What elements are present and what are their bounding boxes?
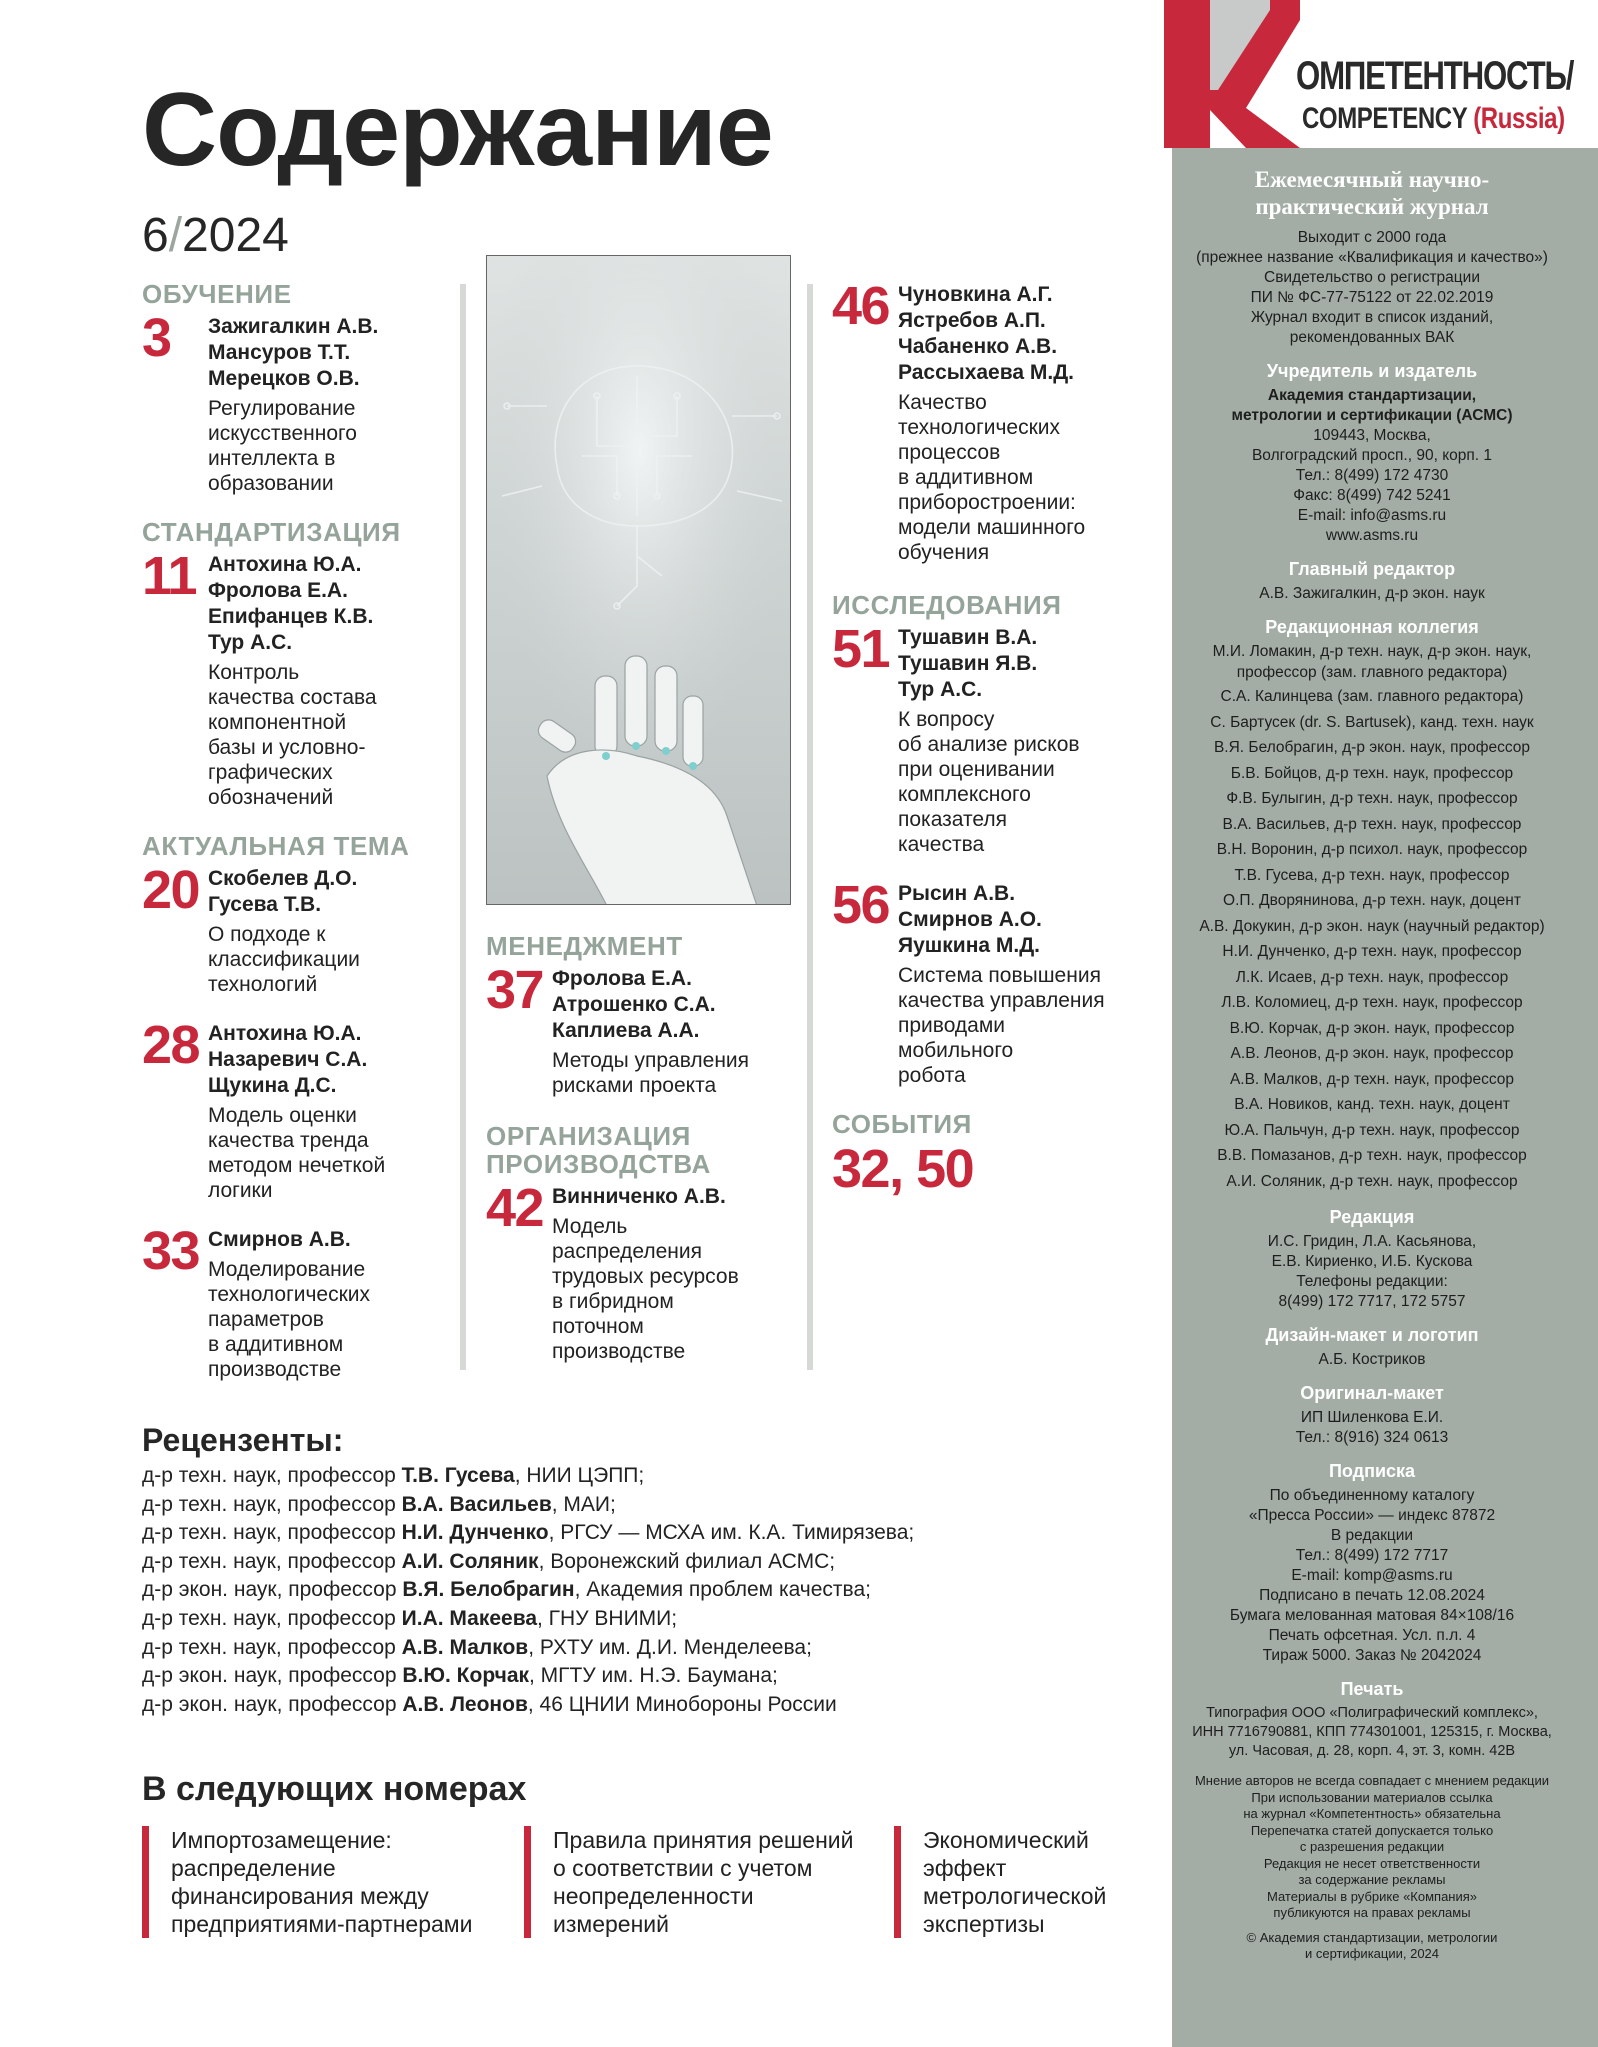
note-line: за содержание рекламы xyxy=(1298,1872,1446,1887)
reviewer-org: , РХТУ им. Д.И. Менделеева; xyxy=(528,1635,812,1659)
title-line: технологических xyxy=(898,416,1061,439)
reviewer-org: , НИИ ЦЭПП; xyxy=(514,1464,645,1487)
reviewer-org: , Академия проблем качества; xyxy=(574,1578,871,1602)
author: Щукина Д.С. xyxy=(208,1074,337,1097)
editorial-board xyxy=(1172,642,1572,1194)
redaktsiya-line: Телефоны редакции: xyxy=(1296,1273,1448,1290)
rubric-sobytiya: СОБЫТИЯ xyxy=(832,1109,972,1139)
author: Антохина Ю.А. xyxy=(208,1022,362,1045)
print-heading: Печать xyxy=(1340,1679,1404,1699)
entry-title xyxy=(208,1103,385,1203)
next-issue-line: экспертизы xyxy=(923,1911,1045,1937)
reviewers-heading: Рецензенты: xyxy=(142,1422,344,1458)
redaktsiya-line: И.С. Гридин, Л.А. Касьянова, xyxy=(1267,1233,1477,1250)
copyright-line: и сертификации, 2024 xyxy=(1304,1946,1440,1961)
toc-column-1 xyxy=(142,280,452,1404)
page-number: 11 xyxy=(142,546,197,606)
author: Чабаненко А.В. xyxy=(898,335,1058,358)
next-issue-line: Экономический xyxy=(923,1827,1089,1853)
reviewer-name: Н.И. Дунченко xyxy=(401,1521,549,1545)
board-member: Л.В. Коломиец, д-р техн. наук, профессор xyxy=(1221,994,1523,1011)
page-number: 33 xyxy=(142,1221,200,1281)
toc-entry[interactable] xyxy=(142,1015,452,1203)
subscription-heading: Подписка xyxy=(1328,1461,1416,1481)
logo-title: ОМПЕТЕНТНОСТЬ/ xyxy=(1296,54,1574,98)
original-line: ИП Шиленкова Е.И. xyxy=(1300,1409,1444,1426)
next-issue-line: Импортозамещение: xyxy=(171,1827,392,1853)
author: Тур А.С. xyxy=(898,678,983,701)
title-line: робота xyxy=(898,1064,966,1087)
editorial-board-heading: Редакционная коллегия xyxy=(1265,617,1479,637)
title-line: поточном xyxy=(552,1315,644,1338)
redaktsiya-line: 8(499) 172 7717, 172 5757 xyxy=(1278,1293,1466,1310)
title-line: в гибридном xyxy=(552,1290,674,1313)
entry-title xyxy=(898,390,1085,565)
editorial-notes xyxy=(1172,1773,1572,1922)
subscription-line: По объединенному каталогу xyxy=(1269,1487,1475,1504)
page-number: 51 xyxy=(832,619,890,679)
print-line: ул. Часовая, д. 28, корп. 4, эт. 3, комн. 42В xyxy=(1228,1743,1516,1759)
note-line: публикуются на правах рекламы xyxy=(1273,1905,1471,1920)
rubric-issledovaniya: ИССЛЕДОВАНИЯ xyxy=(832,590,1062,620)
author: Яушкина М.Д. xyxy=(898,934,1041,957)
board-member: Н.И. Дунченко, д-р техн. наук, профессор xyxy=(1222,943,1522,960)
reviewer-line xyxy=(142,1462,1142,1491)
chief-editor-heading: Главный редактор xyxy=(1288,559,1456,579)
title-line: качества управления xyxy=(898,989,1105,1012)
title-line: Модель xyxy=(552,1215,628,1238)
board-member: В.В. Помазанов, д-р техн. наук, профессор xyxy=(1217,1147,1527,1164)
print-info xyxy=(1172,1704,1572,1761)
subscription-line: Печать офсетная. Усл. п.л. 4 xyxy=(1268,1627,1476,1644)
board-member: профессор (зам. главного редактора) xyxy=(1236,664,1508,681)
reviewer-name: Т.В. Гусева xyxy=(401,1464,515,1487)
author: Ястребов А.П. xyxy=(898,309,1046,332)
board-member: О.П. Дворянинова, д-р техн. наук, доцент xyxy=(1223,892,1521,909)
entry-authors xyxy=(208,1227,370,1253)
note-line: на журнал «Компетентность» обязательна xyxy=(1243,1806,1501,1821)
title-line: Регулирование xyxy=(208,397,356,420)
next-issue-line: финансирования между xyxy=(171,1883,429,1909)
board-member: В.А. Новиков, канд. техн. наук, доцент xyxy=(1234,1096,1510,1113)
board-member: Т.В. Гусева, д-р техн. наук, профессор xyxy=(1234,866,1510,884)
page-number: 46 xyxy=(832,276,890,336)
rubric-organizatsiya xyxy=(486,1122,806,1178)
title-line: интеллекта в xyxy=(208,447,336,470)
next-issue-line: распределение xyxy=(171,1855,336,1881)
board-member: С. Бартусек (dr. S. Bartusek), канд. техн. наук xyxy=(1210,713,1534,731)
board-member: Ф.В. Булыгин, д-р техн. наук, профессор xyxy=(1226,790,1518,807)
title-line: технологий xyxy=(208,973,318,996)
entry-title xyxy=(208,396,378,496)
founder-line: Факс: 8(499) 742 5241 xyxy=(1293,487,1451,504)
next-issue-line: о соответствии с учетом xyxy=(553,1855,813,1881)
subscription-line: В редакции xyxy=(1330,1527,1414,1544)
board-member: В.Н. Воронин, д-р психол. наук, профессор xyxy=(1216,841,1528,858)
journal-info xyxy=(1172,228,1572,348)
subscription-line: Подписано в печать 12.08.2024 xyxy=(1259,1587,1485,1604)
next-issue-line: эффект xyxy=(923,1855,1007,1881)
reviewer-org: , МГТУ им. Н.Э. Баумана; xyxy=(529,1664,778,1688)
title-line: трудовых ресурсов xyxy=(552,1265,739,1288)
redaktsiya-heading: Редакция xyxy=(1329,1207,1415,1227)
title-line: обучения xyxy=(898,541,990,564)
page-number: 37 xyxy=(486,960,544,1020)
title-line: качества xyxy=(898,833,985,856)
founder-heading: Учредитель и издатель xyxy=(1266,361,1478,381)
toc-entry[interactable] xyxy=(142,860,452,997)
rubric-aktualnaya-tema: АКТУАЛЬНАЯ ТЕМА xyxy=(142,831,410,861)
next-issue-line: предприятиями-партнерами xyxy=(171,1911,473,1937)
reviewer-degree: д-р экон. наук, профессор xyxy=(142,1692,403,1716)
author: Рысин А.В. xyxy=(898,882,1016,905)
entry-authors xyxy=(208,1021,385,1099)
title-line: базы и условно- xyxy=(208,736,366,759)
title-line: производстве xyxy=(208,1358,342,1381)
print-line: ИНН 7716790881, КПП 774301001, 125315, г. Москва, xyxy=(1192,1724,1552,1740)
design-author: А.Б. Костриков xyxy=(1318,1351,1426,1368)
reviewer-degree: д-р техн. наук, профессор xyxy=(142,1521,402,1545)
toc-entry[interactable] xyxy=(832,276,1152,565)
events-pages[interactable]: 32, 50 xyxy=(832,1139,974,1199)
author: Каплиева А.А. xyxy=(552,1019,700,1042)
board-member: А.И. Соляник, д-р техн. наук, профессор xyxy=(1226,1172,1518,1190)
redaktsiya-info xyxy=(1172,1232,1572,1312)
title-line: Методы управления xyxy=(552,1049,750,1072)
original-layout-heading: Оригинал-макет xyxy=(1300,1383,1444,1403)
founder-line: Волгоградский просп., 90, корп. 1 xyxy=(1251,447,1493,464)
ai-robot-hand-image xyxy=(487,256,791,905)
author: Атрошенко С.А. xyxy=(552,993,716,1016)
page-number: 20 xyxy=(142,860,200,920)
rubric-obuchenie: ОБУЧЕНИЕ xyxy=(142,279,292,309)
next-issues-heading: В следующих номерах xyxy=(142,1770,527,1808)
title-line: Модель оценки xyxy=(208,1104,357,1127)
title-line: качества состава xyxy=(208,686,377,709)
reviewer-line xyxy=(142,1634,1142,1663)
founder-email[interactable]: E-mail: info@asms.ru xyxy=(1297,507,1447,524)
reviewer-line xyxy=(142,1491,1142,1520)
author: Тушавин В.А. xyxy=(898,626,1038,649)
page-number: 42 xyxy=(486,1178,544,1238)
title-line: показателя xyxy=(898,808,1007,831)
author: Гусева Т.В. xyxy=(208,893,322,916)
title-line: методом нечеткой xyxy=(208,1154,386,1177)
board-member: Ю.А. Пальчун, д-р техн. наук, профессор xyxy=(1224,1121,1520,1139)
next-issue-line: неопределенности xyxy=(553,1883,754,1909)
info-line: ПИ № ФС-77-75122 от 22.02.2019 xyxy=(1250,289,1494,306)
entry-authors xyxy=(898,881,1105,959)
title-line: об анализе рисков xyxy=(898,733,1080,756)
board-member: Б.В. Бойцов, д-р техн. наук, профессор xyxy=(1230,764,1514,782)
author: Антохина Ю.А. xyxy=(208,553,362,576)
rubric-line: ПРОИЗВОДСТВА xyxy=(486,1149,711,1179)
journal-type xyxy=(1172,166,1572,220)
next-issue-line: измерений xyxy=(553,1911,669,1937)
toc-column-2 xyxy=(486,932,806,1386)
title-line: комплексного xyxy=(898,783,1031,806)
author: Смирнов А.О. xyxy=(898,908,1042,931)
original-layout-info xyxy=(1172,1408,1572,1448)
reviewer-org: , МАИ; xyxy=(551,1492,616,1516)
reviewers-list xyxy=(142,1462,1142,1719)
title-line: Качество xyxy=(898,391,987,414)
author: Винниченко А.В. xyxy=(552,1185,726,1208)
print-line: Типография ООО «Полиграфический комплекс», xyxy=(1206,1705,1538,1721)
entry-title xyxy=(208,660,377,810)
author: Скобелев Д.О. xyxy=(208,867,358,890)
info-line: Выходит с 2000 года xyxy=(1297,229,1447,246)
logo-subtitle-en: COMPETENCY xyxy=(1302,102,1467,135)
entry-authors xyxy=(552,966,749,1044)
board-member: В.А. Васильев, д-р техн. наук, профессор xyxy=(1222,815,1522,833)
title-line: рисками проекта xyxy=(552,1074,717,1097)
logo-subtitle-russia: (Russia) xyxy=(1473,102,1565,135)
author: Тушавин Я.В. xyxy=(898,652,1038,675)
next-issue-line: метрологической xyxy=(923,1883,1107,1909)
title-line: Система повышения xyxy=(898,964,1101,987)
note-line: Мнение авторов не всегда совпадает с мнением редакции xyxy=(1194,1773,1550,1788)
next-issue-item xyxy=(142,1826,472,1938)
entry-authors xyxy=(208,866,360,918)
reviewer-line xyxy=(142,1662,1142,1691)
title-line: в аддитивном xyxy=(208,1333,344,1356)
author: Чуновкина А.Г. xyxy=(898,283,1053,306)
reviewer-org: , РГСУ — МСХА им. К.А. Тимирязева; xyxy=(548,1521,915,1545)
author: Тур А.С. xyxy=(208,631,293,654)
column-divider-1 xyxy=(460,284,466,1370)
reviewer-name: И.А. Макеева xyxy=(401,1606,538,1630)
toc-entry[interactable] xyxy=(486,1178,806,1364)
reviewer-degree: д-р техн. наук, профессор xyxy=(142,1606,402,1630)
subscription-email[interactable]: E-mail: komp@asms.ru xyxy=(1291,1567,1453,1584)
reviewer-degree: д-р техн. наук, профессор xyxy=(142,1549,402,1573)
title-line: технологических xyxy=(208,1283,371,1306)
page-number: 56 xyxy=(832,875,890,935)
toc-entry[interactable] xyxy=(832,619,1152,857)
entry-title xyxy=(552,1214,739,1364)
original-line: Тел.: 8(916) 324 0613 xyxy=(1295,1429,1449,1446)
copyright xyxy=(1172,1930,1572,1963)
rubric-line: ОРГАНИЗАЦИЯ xyxy=(486,1121,691,1151)
founder-name: метрологии и сертификации (АСМС) xyxy=(1231,407,1513,424)
issue-number xyxy=(142,209,289,262)
board-member: В.Я. Белобрагин, д-р экон. наук, профессор xyxy=(1213,739,1531,756)
title-line: компонентной xyxy=(208,711,347,734)
column-divider-2 xyxy=(807,284,813,1370)
title-line: обозначений xyxy=(208,786,334,809)
entry-authors xyxy=(898,282,1085,386)
toc-entry[interactable] xyxy=(142,1221,452,1382)
title-line: К вопросу xyxy=(898,708,995,731)
title-line: параметров xyxy=(208,1308,324,1331)
entry-title xyxy=(208,922,360,997)
reviewer-org: , Воронежский филиал АСМС; xyxy=(538,1549,836,1573)
reviewer-degree: д-р техн. наук, профессор xyxy=(142,1635,402,1659)
title-line: модели машинного xyxy=(898,516,1086,539)
title-line: приводами xyxy=(898,1014,1006,1037)
title-line: мобильного xyxy=(898,1039,1014,1062)
toc-entry[interactable] xyxy=(142,308,452,496)
issue-year: 2024 xyxy=(182,209,289,262)
author: Смирнов А.В. xyxy=(208,1228,351,1251)
entry-authors xyxy=(898,625,1080,703)
subscription-line: Бумага мелованная матовая 84×108/16 xyxy=(1229,1607,1515,1624)
entry-title xyxy=(208,1257,370,1382)
board-member: С.А. Калинцева (зам. главного редактора) xyxy=(1220,688,1524,705)
subscription-info xyxy=(1172,1486,1572,1666)
note-line: Перепечатка статей допускается только xyxy=(1250,1822,1494,1838)
entry-title xyxy=(552,1048,749,1098)
founder-info xyxy=(1172,386,1572,546)
subscription-line: «Пресса России» — индекс 87872 xyxy=(1248,1507,1496,1524)
board-member: А.В. Леонов, д-р экон. наук, профессор xyxy=(1230,1045,1514,1062)
title-line: качества тренда xyxy=(208,1129,369,1152)
logo-subtitle xyxy=(1302,102,1565,136)
title-line: приборостроении: xyxy=(898,491,1076,514)
reviewer-name: А.В. Малков xyxy=(401,1635,529,1659)
journal-type-line: Ежемесячный научно- xyxy=(1254,167,1490,192)
subscription-line: Тираж 5000. Заказ № 2042024 xyxy=(1262,1647,1482,1664)
reviewer-name: А.И. Соляник xyxy=(401,1549,539,1573)
cover-illustration xyxy=(486,255,791,905)
title-line: образовании xyxy=(208,472,334,495)
author: Мансуров Т.Т. xyxy=(208,341,351,364)
reviewer-degree: д-р экон. наук, профессор xyxy=(142,1578,403,1602)
logo-k-mark xyxy=(1150,0,1300,148)
title-line: процессов xyxy=(898,441,1001,464)
rubric-menedzhment: МЕНЕДЖМЕНТ xyxy=(486,931,683,961)
reviewer-line xyxy=(142,1548,1142,1577)
reviewer-line xyxy=(142,1691,1142,1720)
title-line: при оценивании xyxy=(898,758,1055,781)
title-line: Моделирование xyxy=(208,1258,366,1281)
toc-entry[interactable] xyxy=(486,960,806,1098)
masthead-content xyxy=(1172,166,1572,1963)
author: Мерецков О.В. xyxy=(208,367,360,390)
founder-website[interactable]: www.asms.ru xyxy=(1325,527,1419,544)
note-line: При использовании материалов ссылка xyxy=(1251,1789,1493,1805)
toc-entry[interactable] xyxy=(832,875,1152,1088)
reviewer-name: А.В. Леонов xyxy=(402,1692,528,1716)
page-number: 28 xyxy=(142,1015,200,1075)
next-issue-item xyxy=(524,1826,853,1938)
page-title: Содержание xyxy=(142,72,773,188)
note-line: с разрешения редакции xyxy=(1299,1839,1445,1854)
toc-entry[interactable] xyxy=(142,546,452,810)
reviewer-degree: д-р техн. наук, профессор xyxy=(142,1492,402,1516)
author: Назаревич С.А. xyxy=(208,1048,368,1071)
reviewer-degree: д-р техн. наук, профессор xyxy=(142,1464,402,1487)
board-member: М.И. Ломакин, д-р техн. наук, д-р экон. наук, xyxy=(1212,643,1532,660)
author: Фролова Е.А. xyxy=(208,579,348,602)
info-line: рекомендованных ВАК xyxy=(1289,329,1455,346)
reviewer-org: , ГНУ ВНИМИ; xyxy=(537,1606,678,1630)
reviewer-name: В.Я. Белобрагин xyxy=(402,1578,575,1602)
board-member: А.В. Докукин, д-р экон. наук (научный редактор) xyxy=(1199,917,1545,935)
title-line: Контроль xyxy=(208,661,300,684)
issue-slash: / xyxy=(168,209,183,262)
author: Рассыхаева М.Д. xyxy=(898,361,1075,384)
title-line: искусственного xyxy=(208,422,357,445)
toc-column-3 xyxy=(832,276,1152,1199)
title-line: графических xyxy=(208,761,333,784)
info-line: Журнал входит в список изданий, xyxy=(1250,309,1494,326)
reviewer-line xyxy=(142,1576,1142,1605)
info-line: (прежнее название «Квалификация и качество») xyxy=(1196,249,1548,266)
title-line: производстве xyxy=(552,1340,686,1363)
design-heading: Дизайн-макет и логотип xyxy=(1265,1325,1479,1345)
title-line: классификации xyxy=(208,948,360,971)
board-member: А.В. Малков, д-р техн. наук, профессор xyxy=(1229,1070,1515,1088)
page-number: 3 xyxy=(142,308,171,368)
entry-authors xyxy=(208,314,378,392)
founder-name: Академия стандартизации, xyxy=(1267,387,1477,404)
next-issue-line: Правила принятия решений xyxy=(553,1827,854,1853)
title-line: О подходе к xyxy=(208,923,326,946)
reviewer-name: В.А. Васильев xyxy=(401,1492,552,1516)
reviewer-degree: д-р экон. наук, профессор xyxy=(142,1664,403,1688)
reviewer-line xyxy=(142,1605,1142,1634)
journal-type-line: практический журнал xyxy=(1255,194,1489,219)
redaktsiya-line: Е.В. Кириенко, И.Б. Кускова xyxy=(1271,1253,1473,1270)
entry-title xyxy=(898,707,1080,857)
title-line: распределения xyxy=(552,1240,702,1263)
title-line: в аддитивном xyxy=(898,466,1034,489)
reviewer-org: , 46 ЦНИИ Минобороны России xyxy=(527,1692,837,1716)
info-line: Свидетельство о регистрации xyxy=(1264,269,1480,286)
author: Фролова Е.А. xyxy=(552,967,692,990)
subscription-line: Тел.: 8(499) 172 7717 xyxy=(1295,1547,1449,1564)
note-line: Редакция не несет ответственности xyxy=(1263,1855,1481,1871)
chief-editor: А.В. Зажигалкин, д-р экон. наук xyxy=(1259,585,1485,602)
rubric-standartizatsiya: СТАНДАРТИЗАЦИЯ xyxy=(142,517,401,547)
founder-line: Тел.: 8(499) 172 4730 xyxy=(1295,467,1449,484)
board-member: В.Ю. Корчак, д-р экон. наук, профессор xyxy=(1229,1019,1515,1037)
entry-authors xyxy=(208,552,377,656)
copyright-line: © Академия стандартизации, метрологии xyxy=(1246,1929,1498,1945)
board-member: Л.К. Исаев, д-р техн. наук, профессор xyxy=(1235,968,1509,986)
next-issue-item xyxy=(894,1826,1106,1938)
entry-authors xyxy=(552,1184,739,1210)
author: Зажигалкин А.В. xyxy=(208,315,379,338)
note-line: Материалы в рубрике «Компания» xyxy=(1266,1888,1478,1904)
founder-line: 109443, Москва, xyxy=(1313,427,1431,444)
reviewer-line xyxy=(142,1519,1142,1548)
reviewer-name: В.Ю. Корчак xyxy=(402,1664,530,1688)
entry-title xyxy=(898,963,1105,1088)
title-line: логики xyxy=(208,1179,273,1202)
issue-num: 6 xyxy=(142,209,169,262)
author: Епифанцев К.В. xyxy=(208,605,374,628)
